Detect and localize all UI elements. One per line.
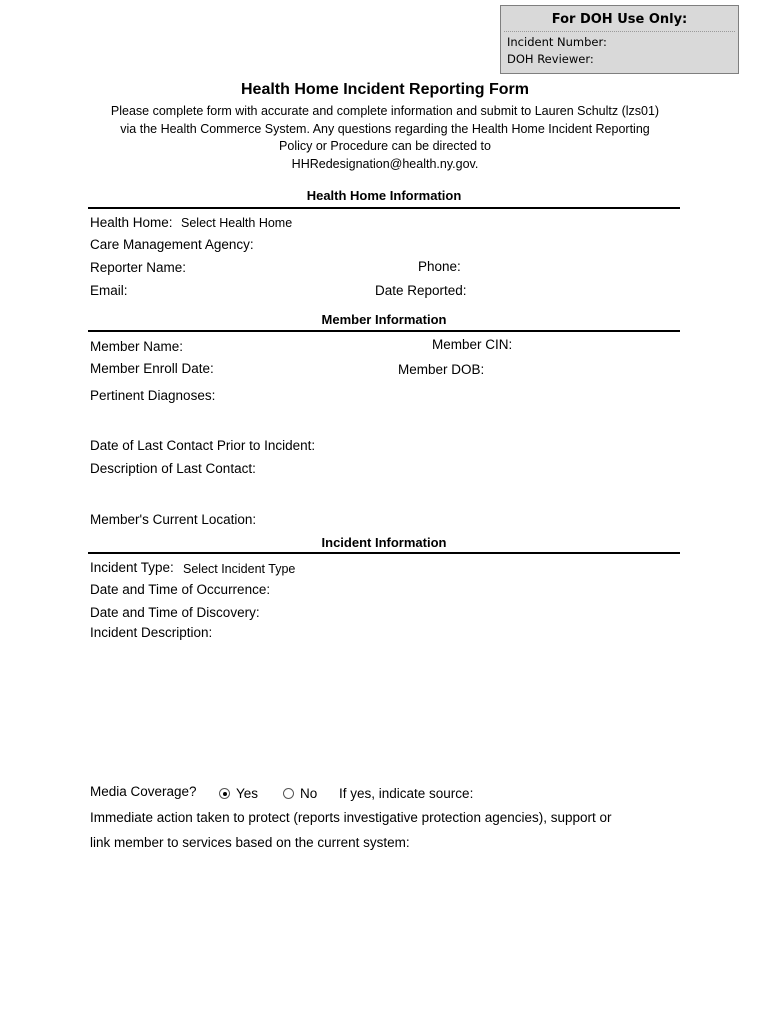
occurrence-datetime-label: Date and Time of Occurrence: [90,582,271,597]
instructions-line-1: Please complete form with accurate and complete information and submit to Lauren Schultz (lzs01) [110,104,660,118]
form-title: Health Home Incident Reporting Form [240,81,529,98]
member-enroll-date-label: Member Enroll Date: [90,361,214,376]
doh-box-title: For DOH Use Only: [551,12,688,27]
member-name-label: Member Name: [90,339,184,354]
incident-type-select[interactable]: Select Incident Type [183,562,296,576]
instructions-line-3: Policy or Procedure can be directed to [279,139,491,153]
incident-number-label: Incident Number: [507,35,607,49]
contact-email-link[interactable]: HHRedesignation@health.ny.gov. [291,156,479,171]
media-yes-radio[interactable] [219,788,230,799]
care-management-agency-label: Care Management Agency: [90,237,254,252]
incident-section-heading: Incident Information [321,535,447,550]
immediate-action-label-line-1: Immediate action taken to protect (reports investigative protection agencies), support or [90,810,612,825]
doh-reviewer-label: DOH Reviewer: [507,52,594,66]
incident-section-rule [88,552,680,554]
member-cin-label: Member CIN: [432,337,513,352]
media-source-label: If yes, indicate source: [339,786,474,801]
health-home-select[interactable]: Select Health Home [181,216,293,230]
instructions-line-2: via the Health Commerce System. Any questions regarding the Health Home Incident Reporting [120,121,650,136]
media-coverage-label: Media Coverage? [90,784,197,799]
doh-use-only-box [500,5,739,74]
media-yes-label: Yes [236,786,259,801]
member-section-heading: Member Information [321,312,447,327]
current-location-label: Member's Current Location: [90,512,257,527]
member-dob-label: Member DOB: [398,362,485,377]
last-contact-description-label: Description of Last Contact: [90,461,256,476]
discovery-datetime-label: Date and Time of Discovery: [90,605,260,620]
form-instructions [90,103,680,173]
health-home-label: Health Home: [90,215,173,230]
date-reported-label: Date Reported: [375,283,467,298]
last-contact-date-label: Date of Last Contact Prior to Incident: [90,438,316,453]
member-section-rule [88,330,680,332]
immediate-action-label-line-2: link member to services based on the current system: [90,835,410,850]
media-no-label: No [300,786,318,801]
reporter-name-label: Reporter Name: [90,260,187,275]
email-label: Email: [90,283,128,298]
health-home-section-heading: Health Home Information [306,188,462,203]
media-no-radio[interactable] [283,788,294,799]
incident-type-label: Incident Type: [90,560,174,575]
incident-description-label: Incident Description: [90,625,213,640]
pertinent-diagnoses-label: Pertinent Diagnoses: [90,388,216,403]
phone-label: Phone: [418,259,461,274]
doh-box-divider [504,31,735,32]
health-home-section-rule [88,207,680,209]
